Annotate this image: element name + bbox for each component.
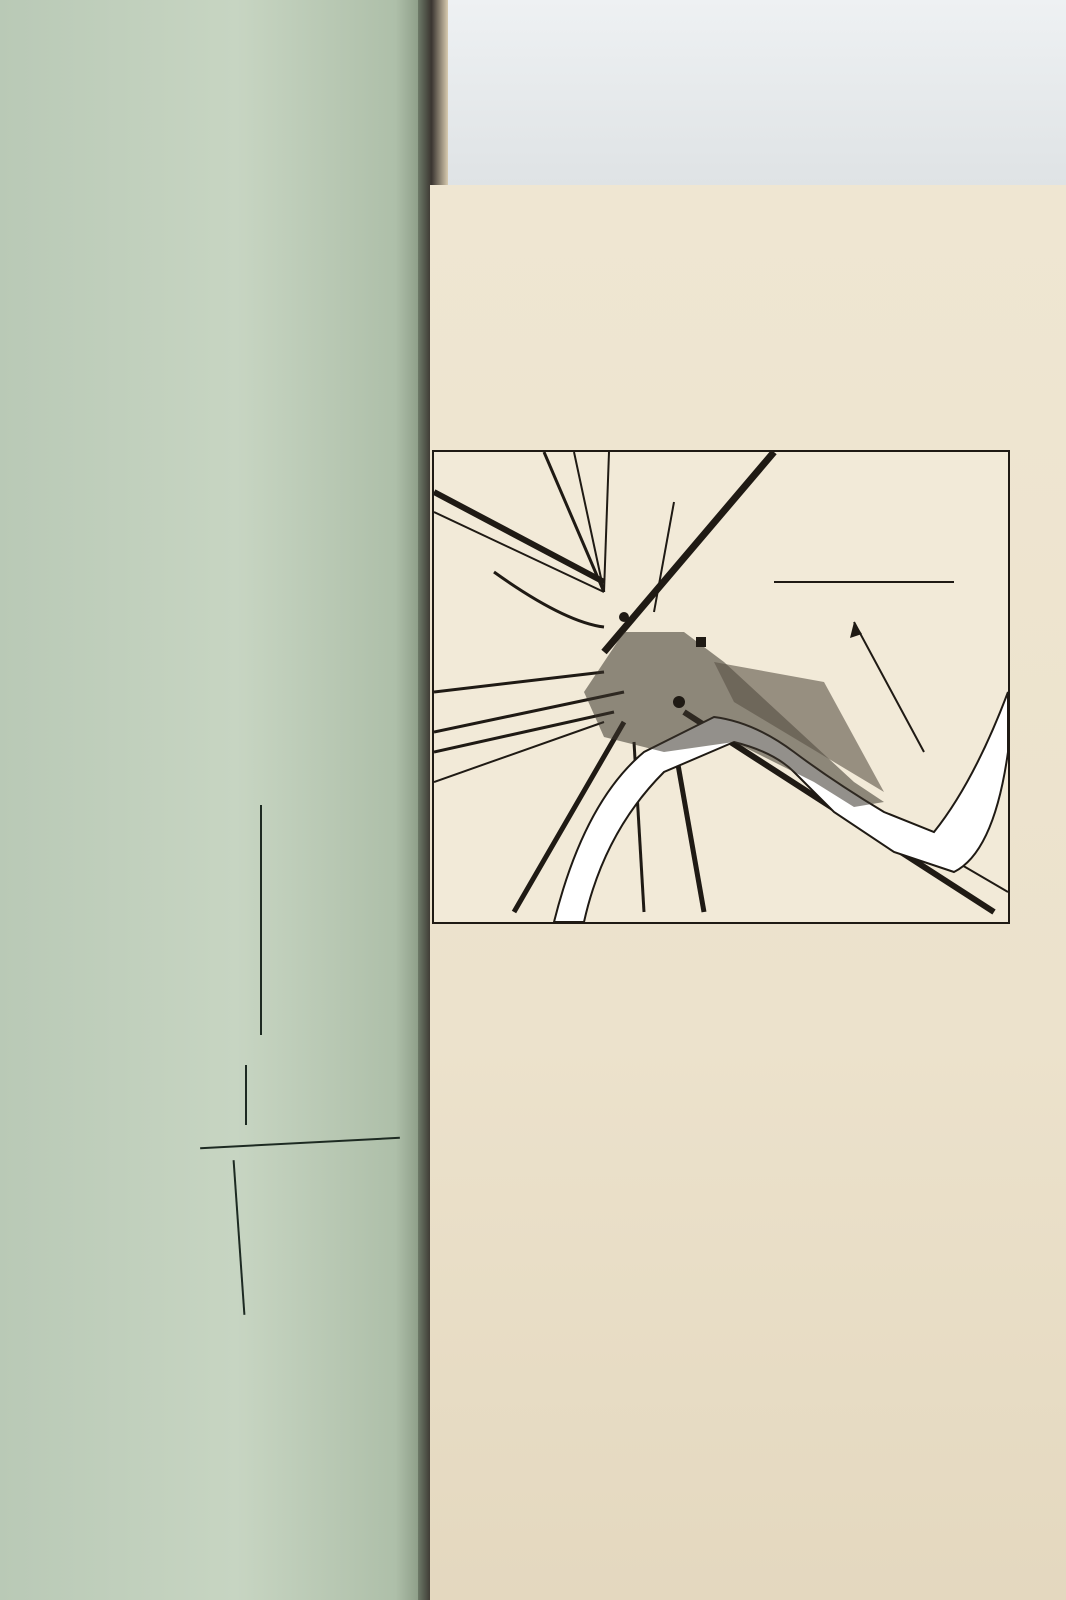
road-gc4 — [494, 572, 604, 627]
north-arrow-line — [854, 622, 924, 752]
road-castelsarrasin — [434, 722, 604, 782]
g-marker — [696, 637, 706, 647]
map-drawing — [434, 452, 1008, 922]
table-divider — [260, 805, 262, 1035]
road-lavaur — [674, 742, 704, 912]
road-cagnac — [434, 492, 604, 582]
rule-line — [200, 1137, 400, 1149]
road-figeac — [544, 452, 604, 592]
road-cordes — [434, 512, 604, 592]
gaillac-map — [432, 450, 1010, 924]
p-marker — [673, 696, 685, 708]
sejour-divider — [233, 1160, 246, 1315]
background-top — [430, 0, 1066, 185]
road-gc32 — [434, 672, 604, 692]
left-page-content — [0, 0, 430, 1600]
road-rodez — [604, 452, 609, 592]
road-n99 — [434, 712, 614, 752]
left-page — [0, 0, 430, 1600]
gare-marker — [619, 612, 629, 622]
road-vo — [654, 502, 674, 612]
road-albi-rail — [604, 452, 774, 652]
kind-divider — [245, 1065, 247, 1125]
